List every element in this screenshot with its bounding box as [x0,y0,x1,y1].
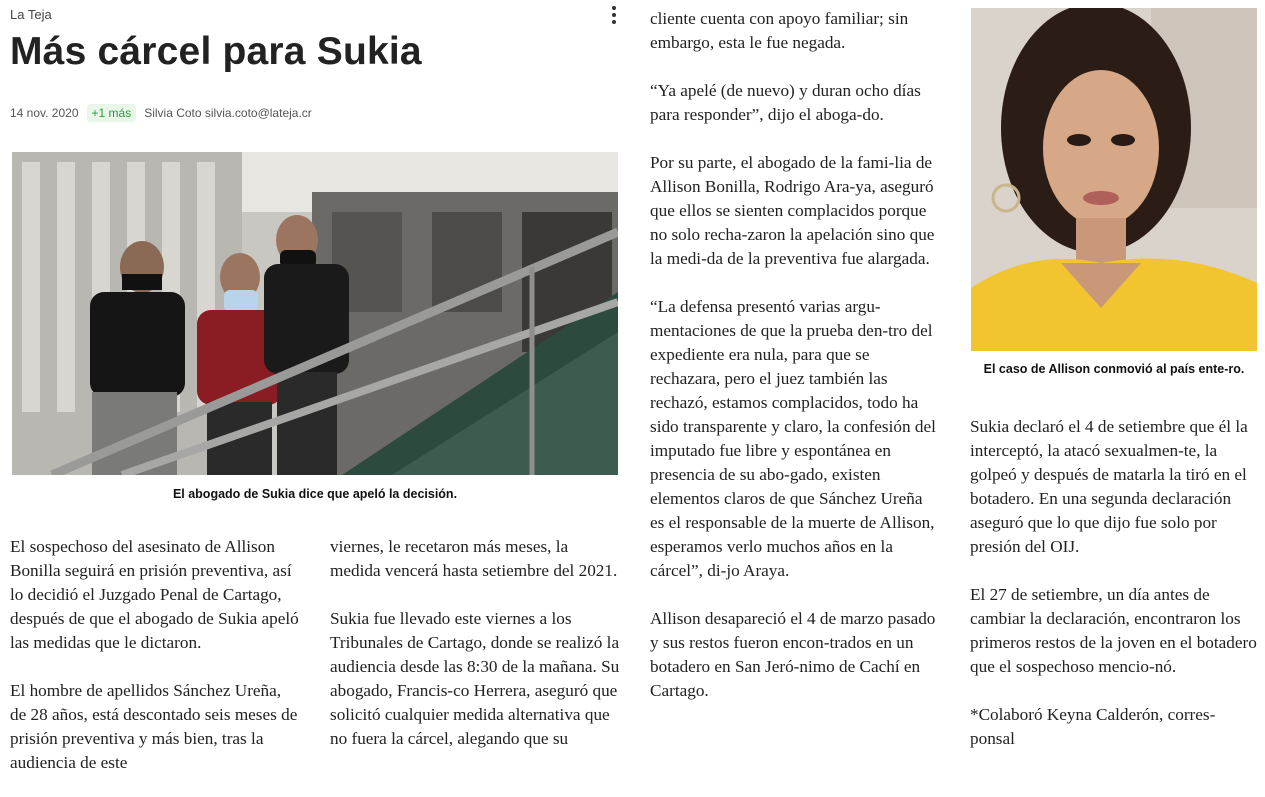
paragraph: El sospechoso del asesinato de Allison Bonilla seguirá en prisión preventiva, así lo decidió el Juzgado Penal de Cartago, después de que el abogado de Sukia apeló las medidas que le dictaron. [10,537,299,652]
more-options-icon[interactable] [606,4,622,26]
paragraph: *Colaboró Keyna Calderón, corres-ponsal [970,705,1216,748]
more-authors-button[interactable]: +1 más [87,104,137,122]
article-column-1 [10,535,300,797]
paragraph: Sukia declaró el 4 de setiembre que él la interceptó, la atacó sexualmen-te, la golpeó y después de matarla la tiró en el botadero. En una segunda declaración aseguró que lo que dijo fue solo por presión del OIJ. [970,417,1248,556]
paragraph: “La defensa presentó varias argu-mentaciones de que la prueba den-tro del expediente era nula, para que se rechazara, pero el juez también las rechazó, estamos complacidos, todo ha sido transparente y claro, la confesión del imputado fue libre y espontánea en presencia de su abo-gado, existen elementos claros de que Sánchez Ureña es el responsable de la muerte de Allison, esperamos verlo muchos años en la cárcel”, di-jo Araya. [650,297,936,580]
paragraph: Allison desapareció el 4 de marzo pasado y sus restos fueron encon-trados en un botadero en San Jeró-nimo de Cachí en Cartago. [650,609,936,700]
publish-date: 14 nov. 2020 [10,106,79,120]
source-label: La Teja [10,7,52,22]
article-column-3 [650,7,940,727]
paragraph: El 27 de setiembre, un día antes de cambiar la declaración, encontraron los primeros restos de la joven en el botadero que el sospechoso mencio-nó. [970,585,1257,676]
paragraph: El hombre de apellidos Sánchez Ureña, de 28 años, está descontado seis meses de prisión preventiva y más bien, tras la audiencia de este [10,681,298,772]
paragraph: “Ya apelé (de nuevo) y duran ocho días para responder”, dijo el aboga-do. [650,81,921,124]
paragraph: Sukia fue llevado este viernes a los Tribunales de Cartago, donde se realizó la audiencia desde las 8:30 de la mañana. Su abogado, Francis-co Herrera, aseguró que solicitó cualquier medida alternativa que no fuera la cárcel, alegando que su [330,609,620,748]
side-photo [971,8,1257,351]
article-column-2 [330,535,620,775]
main-photo [12,152,618,475]
paragraph: Por su parte, el abogado de la fami-lia de Allison Bonilla, Rodrigo Ara-ya, aseguró que ellos se sienten complacidos porque no solo recha-zaron la apelación sino que la medi-da de la preventiva fue alargada. [650,153,935,268]
article-meta [10,104,312,122]
paragraph: cliente cuenta con apoyo familiar; sin embargo, esta le fue negada. [650,9,909,52]
article-column-4 [970,415,1260,775]
page-title: Más cárcel para Sukia [10,30,422,73]
paragraph: viernes, le recetaron más meses, la medida vencerá hasta setiembre del 2021. [330,537,618,580]
side-photo-caption: El caso de Allison conmovió al país ente-ro. [983,362,1245,376]
author-byline: Silvia Coto silvia.coto@lateja.cr [144,106,312,120]
main-photo-caption: El abogado de Sukia dice que apeló la decisión. [172,487,458,501]
